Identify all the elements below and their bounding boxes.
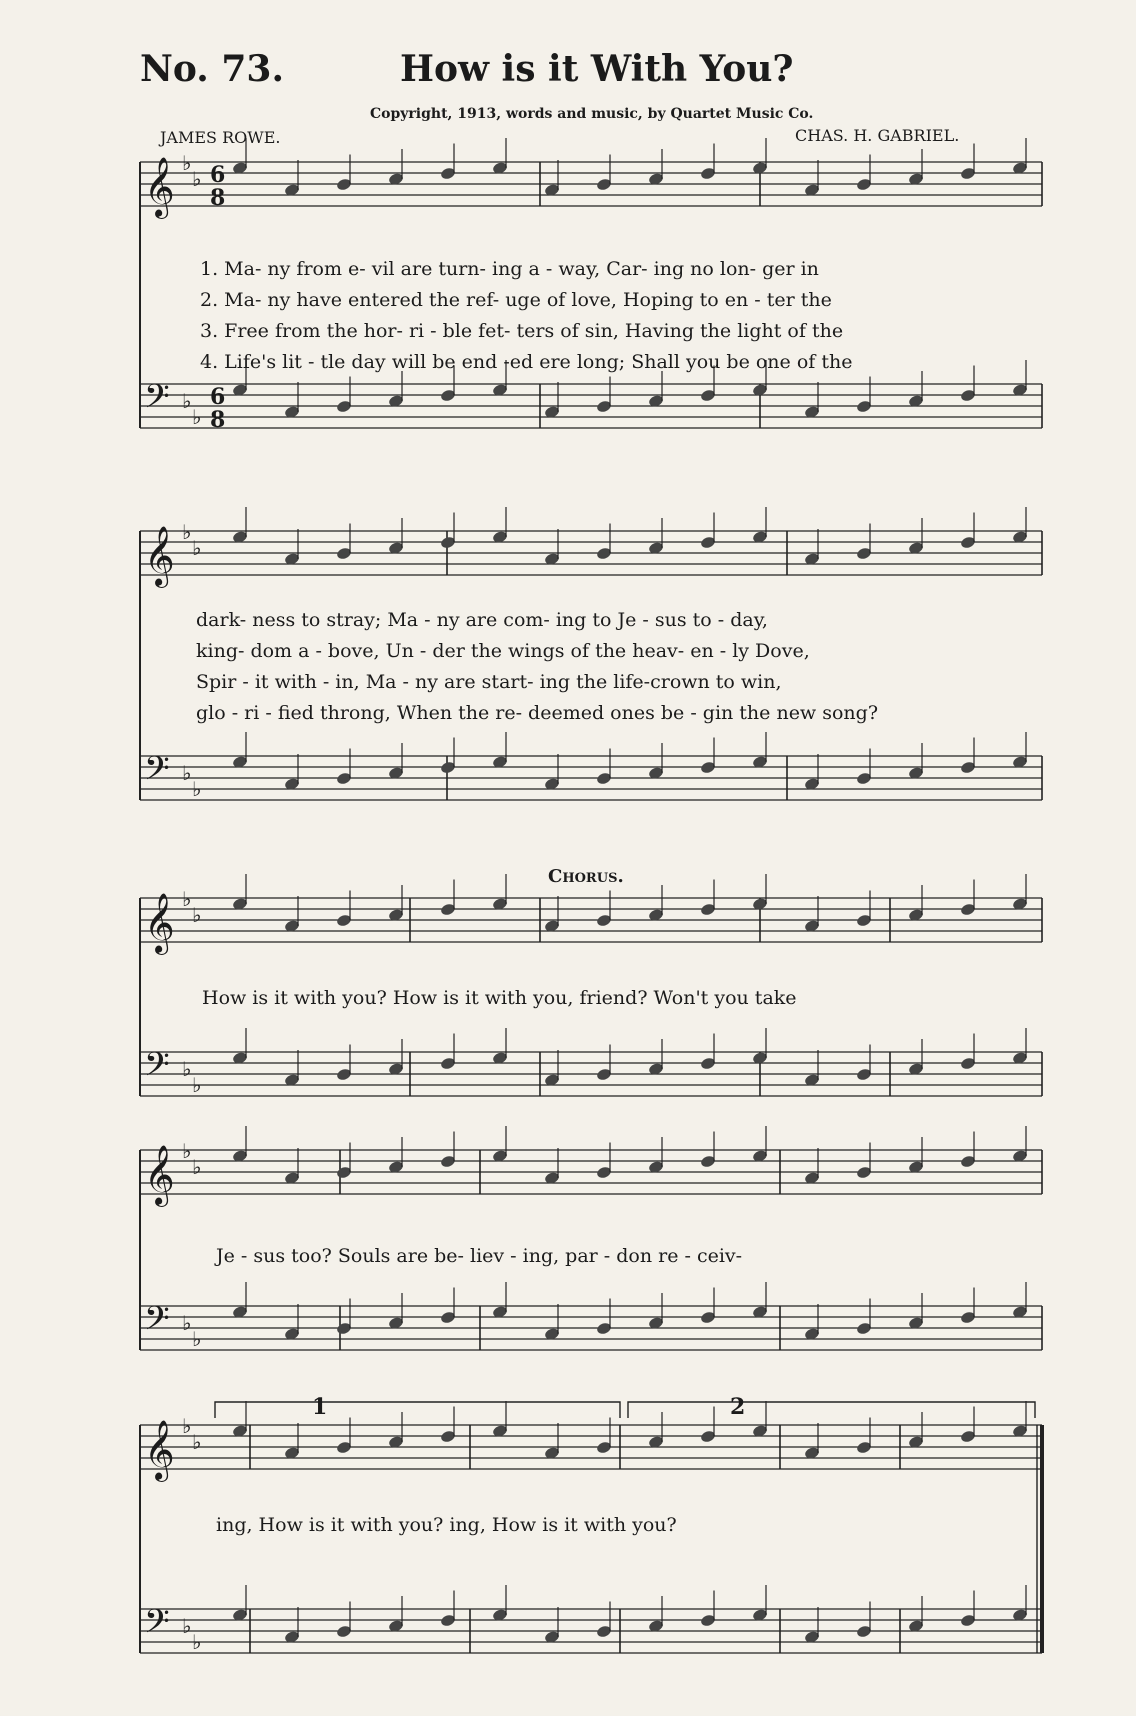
flat-icon: ♭ bbox=[192, 1630, 202, 1654]
treble-clef-icon: 𝄞 bbox=[144, 526, 175, 586]
copyright-notice: Copyright, 1913, words and music, by Quartet Music Co. bbox=[370, 106, 814, 122]
lyric-line: glo - ri - fied throng, When the re- deemed ones be - gin the new song? bbox=[196, 702, 879, 724]
flat-icon: ♭ bbox=[182, 151, 192, 175]
flat-icon: ♭ bbox=[192, 777, 202, 801]
first-ending-bracket bbox=[215, 1402, 620, 1418]
flat-icon: ♭ bbox=[182, 1057, 192, 1081]
second-ending-number: 2 bbox=[730, 1394, 746, 1420]
bass-clef-icon: 𝄢 bbox=[144, 1603, 170, 1649]
flat-icon: ♭ bbox=[192, 536, 202, 560]
treble-clef-icon: 𝄞 bbox=[144, 893, 175, 953]
time-signature-numerator: 6 bbox=[210, 384, 226, 410]
flat-icon: ♭ bbox=[182, 1311, 192, 1335]
lyric-line: 1. Ma- ny from e- vil are turn- ing a - way, Car- ing no lon- ger in bbox=[200, 258, 819, 280]
flat-icon: ♭ bbox=[182, 389, 192, 413]
treble-clef-icon: 𝄞 bbox=[144, 157, 175, 217]
time-signature-denominator: 8 bbox=[210, 407, 226, 433]
hymn-title: How is it With You? bbox=[400, 48, 794, 90]
bass-clef-icon: 𝄢 bbox=[144, 378, 170, 424]
flat-icon: ♭ bbox=[192, 903, 202, 927]
flat-icon: ♭ bbox=[182, 1139, 192, 1163]
bass-clef-icon: 𝄢 bbox=[144, 1046, 170, 1092]
lyric-line: 3. Free from the hor- ri - ble fet- ters of sin, Having the light of the bbox=[200, 320, 844, 342]
lyric-line: ing, How is it with you? ing, How is it with you? bbox=[216, 1514, 677, 1536]
lyric-line: Je - sus too? Souls are be- liev - ing, par - don re - ceiv- bbox=[216, 1245, 743, 1267]
flat-icon: ♭ bbox=[192, 405, 202, 429]
time-signature-denominator: 8 bbox=[210, 185, 226, 211]
lyric-line: 4. Life's lit - tle day will be end -ed ere long; Shall you be one of the bbox=[200, 351, 853, 373]
composer-credit: CHAS. H. GABRIEL. bbox=[795, 126, 960, 145]
flat-icon: ♭ bbox=[192, 167, 202, 191]
flat-icon: ♭ bbox=[192, 1155, 202, 1179]
flat-icon: ♭ bbox=[182, 1614, 192, 1638]
flat-icon: ♭ bbox=[182, 1414, 192, 1438]
treble-clef-icon: 𝄞 bbox=[144, 1145, 175, 1205]
lyricist-credit: JAMES ROWE. bbox=[160, 128, 281, 147]
first-ending-number: 1 bbox=[312, 1394, 328, 1420]
lyric-line: king- dom a - bove, Un - der the wings of the heav- en - ly Dove, bbox=[196, 640, 810, 662]
time-signature-numerator: 6 bbox=[210, 162, 226, 188]
hymn-number: No. 73. bbox=[140, 48, 284, 90]
flat-icon: ♭ bbox=[192, 1073, 202, 1097]
bass-clef-icon: 𝄢 bbox=[144, 1300, 170, 1346]
lyric-line: dark- ness to stray; Ma - ny are com- ing to Je - sus to - day, bbox=[196, 609, 768, 631]
flat-icon: ♭ bbox=[182, 887, 192, 911]
flat-icon: ♭ bbox=[182, 520, 192, 544]
lyric-line: Spir - it with - in, Ma - ny are start- ing the life-crown to win, bbox=[196, 671, 782, 693]
flat-icon: ♭ bbox=[192, 1430, 202, 1454]
flat-icon: ♭ bbox=[192, 1327, 202, 1351]
lyric-line: 2. Ma- ny have entered the ref- uge of love, Hoping to en - ter the bbox=[200, 289, 832, 311]
bass-clef-icon: 𝄢 bbox=[144, 750, 170, 796]
lyric-line: How is it with you? How is it with you, friend? Won't you take bbox=[202, 987, 797, 1009]
flat-icon: ♭ bbox=[182, 761, 192, 785]
treble-clef-icon: 𝄞 bbox=[144, 1420, 175, 1480]
chorus-label: Chorus. bbox=[548, 866, 624, 887]
